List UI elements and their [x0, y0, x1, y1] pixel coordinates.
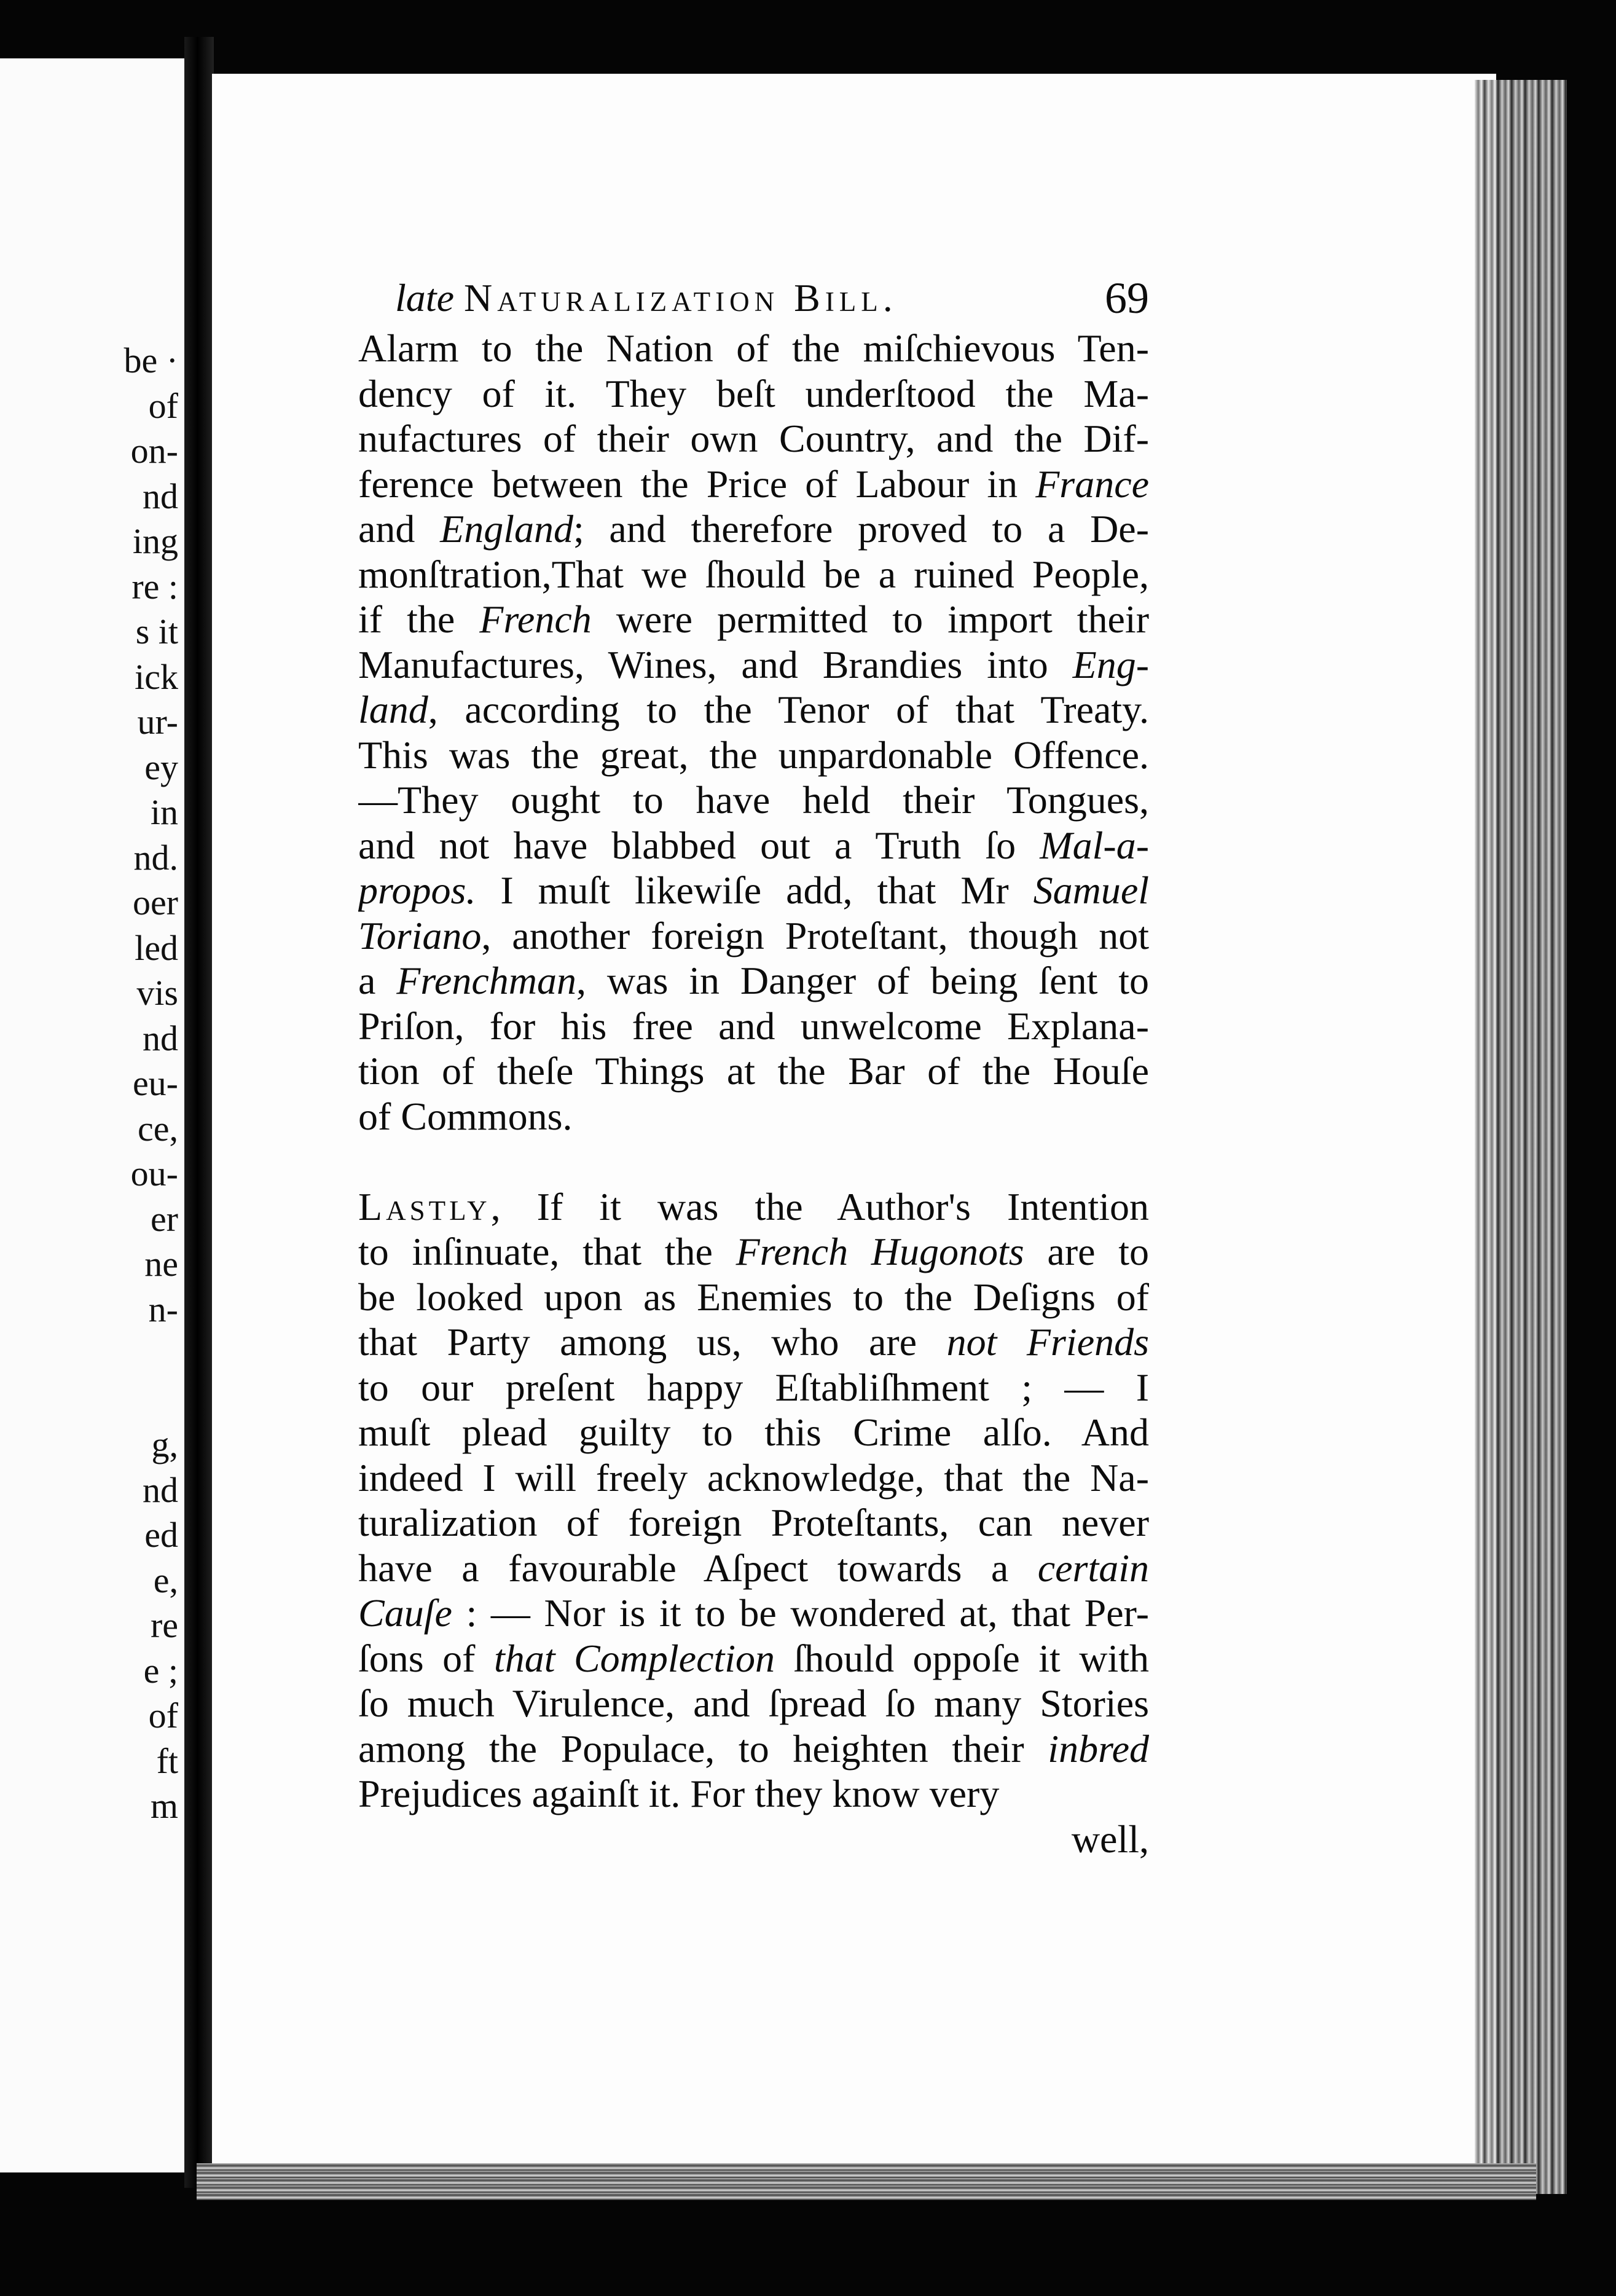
facing-page-fragment: m — [150, 1786, 178, 1826]
text-line — [358, 326, 1149, 371]
text-run: tion of theſe Things at the Bar of the Houſe — [358, 1049, 1149, 1093]
text-line — [358, 1410, 1149, 1455]
text-run: muſt plead guilty to this Crime alſo. And — [358, 1410, 1149, 1454]
facing-page-fragment: vis — [136, 973, 178, 1013]
text-line — [358, 1184, 1149, 1230]
text-line — [358, 462, 1149, 507]
facing-page-fragment: g, — [151, 1425, 178, 1464]
facing-page-fragment: s it — [135, 611, 178, 651]
text-line — [358, 371, 1149, 417]
facing-page-fragment: e ; — [143, 1650, 178, 1691]
text-run: have a favourable Aſpect towards a — [358, 1546, 1038, 1590]
facing-page-fragment: led — [135, 927, 178, 968]
facing-page-fragment: on- — [130, 431, 178, 471]
text-line — [358, 868, 1149, 913]
italic-run: Mal-a- — [1040, 823, 1149, 867]
text-line — [358, 1275, 1149, 1320]
text-line — [358, 1546, 1149, 1591]
facing-page-fragment: er — [150, 1198, 178, 1239]
body-text — [358, 326, 1149, 1817]
text-run: , another foreign Proteſtant, though not — [481, 913, 1149, 957]
text-run: Manufactures, Wines, and Brandies into — [358, 642, 1073, 686]
text-run: Alarm to the Nation of the miſchievous Ten- — [358, 326, 1149, 370]
text-run: turalization of foreign Proteſtants, can never — [358, 1501, 1149, 1544]
text-run: nufactures of their own Country, and the Dif- — [358, 417, 1149, 460]
text-run: and not have blabbed out a Truth ſo — [358, 823, 1040, 867]
facing-page-fragment: of — [148, 1696, 178, 1736]
facing-page-fragment: nd — [143, 1469, 178, 1510]
book-gutter — [184, 37, 214, 2188]
text-line — [358, 687, 1149, 733]
facing-page-fragment: oer — [132, 883, 178, 922]
text-line — [358, 506, 1149, 552]
italic-run: Toriano — [358, 913, 482, 957]
text-run: and — [358, 507, 441, 551]
facing-page-fragment: ne — [144, 1244, 178, 1284]
facing-page-fragment: of — [148, 385, 178, 426]
italic-run: not Friends — [946, 1320, 1149, 1364]
facing-page-fragment: in — [150, 792, 178, 832]
text-run: Prejudices againſt it. For they know very — [358, 1772, 1000, 1815]
text-line — [358, 1229, 1149, 1275]
facing-page-text — [0, 338, 178, 1829]
italic-run: England — [440, 507, 573, 551]
text-run: of Commons. — [358, 1094, 573, 1138]
text-line — [358, 1500, 1149, 1546]
text-line — [358, 1094, 1149, 1139]
text-line — [358, 1365, 1149, 1410]
text-run: a — [358, 959, 397, 1002]
text-line — [358, 597, 1149, 642]
italic-run: France — [1035, 462, 1149, 506]
text-line — [358, 552, 1149, 597]
facing-page-fragment: ou- — [130, 1154, 178, 1193]
italic-run: Samuel — [1033, 868, 1149, 912]
text-run: if the — [358, 597, 480, 641]
text-run: , If it was the Author's Intention — [490, 1184, 1149, 1229]
facing-page-fragment: nd. — [133, 837, 178, 878]
text-line — [358, 1048, 1149, 1094]
text-run: ſons of — [358, 1636, 494, 1680]
text-run: , was in Danger of being ſent to — [576, 959, 1149, 1002]
text-run: : — Nor is it to be wondered at, that Per- — [452, 1591, 1149, 1635]
page-bottom-edge — [197, 2163, 1536, 2200]
italic-run: that Complection — [493, 1636, 775, 1680]
italic-run: French — [479, 597, 592, 641]
facing-page — [0, 58, 184, 2172]
text-line — [358, 642, 1149, 688]
facing-page-fragment: nd — [143, 476, 178, 516]
text-line — [358, 416, 1149, 462]
italic-run: French Hugonots — [735, 1230, 1024, 1273]
text-run: are to — [1024, 1230, 1149, 1273]
facing-page-fragment — [0, 1332, 178, 1377]
text-line — [358, 1004, 1149, 1049]
text-run: —They ought to have held their Tongues, — [358, 778, 1149, 822]
facing-page-fragment: be · — [124, 340, 178, 380]
italic-run: Cauſe — [358, 1591, 452, 1635]
italic-run: Frenchman — [396, 959, 576, 1002]
facing-page-fragment: ce, — [138, 1108, 178, 1149]
running-head — [395, 270, 1149, 326]
text-run: dency of it. They beſt underſtood the Ma- — [358, 371, 1149, 415]
italic-run: Eng- — [1072, 642, 1149, 686]
text-run: Priſon, for his free and unwelcome Explana- — [358, 1004, 1149, 1048]
text-line — [358, 777, 1149, 823]
facing-page-fragment: ey — [144, 747, 178, 787]
text-block — [358, 270, 1149, 1862]
text-run: ference between the Price of Labour in — [358, 462, 1036, 506]
text-run: I muſt likewiſe add, that Mr — [476, 868, 1034, 912]
text-line — [358, 1319, 1149, 1365]
text-run: were permitted to import their — [591, 597, 1149, 641]
page-number: 69 — [1105, 273, 1149, 323]
text-line — [358, 913, 1149, 959]
text-line — [358, 1771, 1149, 1817]
facing-page-fragment: re — [150, 1605, 178, 1645]
text-run: ; and therefore proved to a De- — [573, 507, 1149, 551]
text-run: that Party among us, who are — [358, 1320, 947, 1364]
text-run: to inſinuate, that the — [358, 1230, 736, 1273]
catchword: well, — [1071, 1817, 1149, 1861]
text-run: ſo much Virulence, and ſpread ſo many Stories — [358, 1681, 1149, 1725]
text-run: ſhould oppoſe it with — [775, 1636, 1149, 1680]
italic-run: land — [358, 688, 428, 731]
facing-page-fragment: re : — [131, 566, 178, 607]
facing-page-fragment: ick — [135, 656, 178, 697]
italic-run: certain — [1037, 1546, 1149, 1590]
text-run: This was the great, the unpardonable Offence. — [358, 733, 1149, 777]
running-head-late: late — [395, 276, 454, 320]
facing-page-fragment — [0, 1377, 178, 1423]
facing-page-fragment: n- — [148, 1289, 178, 1329]
small-caps-run: Lastly — [358, 1184, 491, 1229]
facing-page-fragment: ur- — [137, 702, 178, 742]
page-fore-edge — [1475, 80, 1567, 2194]
text-run: to our preſent happy Eſtabliſhment ; — I — [358, 1365, 1149, 1409]
facing-page-fragment: ft — [156, 1740, 178, 1781]
text-line — [358, 1636, 1149, 1681]
facing-page-fragment: ed — [144, 1515, 178, 1555]
text-run: indeed I will freely acknowledge, that the Na- — [358, 1455, 1149, 1500]
text-run: monſtration,That we ſhould be a ruined People, — [358, 552, 1149, 596]
text-line — [358, 1726, 1149, 1772]
facing-page-fragment: eu- — [132, 1063, 178, 1103]
paragraph-gap — [358, 1139, 1149, 1184]
italic-run: inbred — [1048, 1726, 1149, 1771]
text-line — [358, 733, 1149, 778]
text-run: , according to the Tenor of that Treaty. — [428, 688, 1149, 731]
text-line — [358, 1681, 1149, 1726]
text-line — [358, 1590, 1149, 1636]
text-line — [358, 823, 1149, 868]
facing-page-fragment: e, — [153, 1560, 178, 1600]
text-line — [358, 958, 1149, 1004]
text-line — [358, 1455, 1149, 1501]
facing-page-fragment: nd — [143, 1018, 178, 1058]
facing-page-fragment: ing — [132, 521, 178, 561]
text-run: be looked upon as Enemies to the Deſigns of — [358, 1275, 1149, 1319]
running-head-title: Naturalization Bill. — [463, 276, 898, 320]
italic-run: propos. — [358, 868, 476, 912]
text-run: among the Populace, to heighten their — [358, 1726, 1048, 1771]
